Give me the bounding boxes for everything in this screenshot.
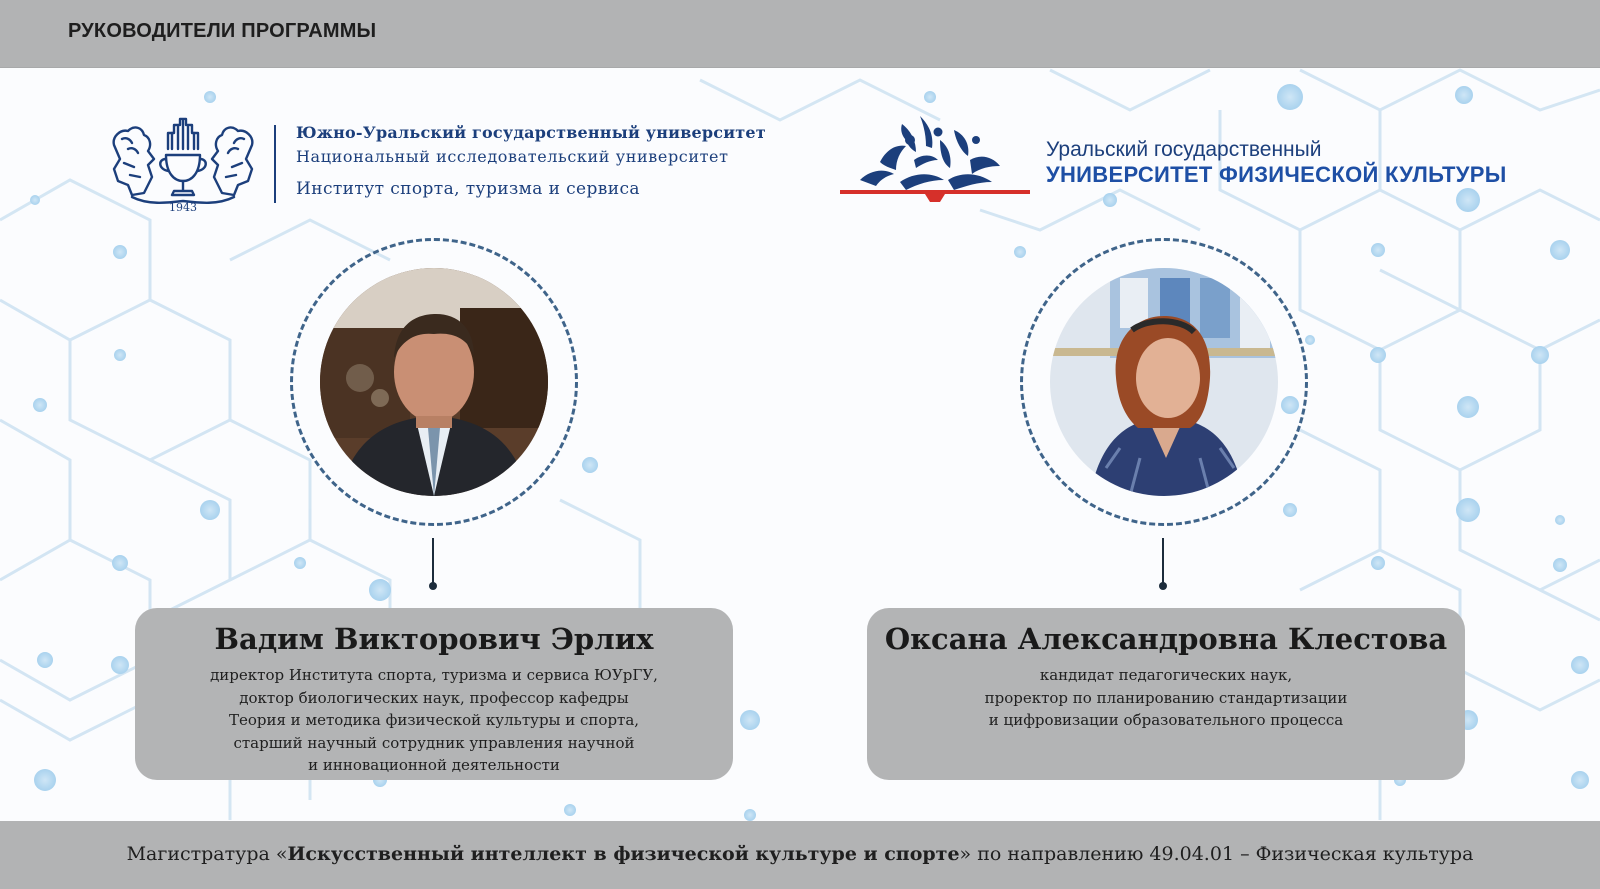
- person-1-desc-line: и инновационной деятельности: [308, 756, 560, 774]
- person-1-desc-line: доктор биологических наук, профессор кафедры: [239, 688, 629, 707]
- page-title: РУКОВОДИТЕЛИ ПРОГРАММЫ: [68, 20, 377, 42]
- susu-subtitle: Национальный исследовательский университет: [296, 147, 729, 166]
- footer-bar: [0, 821, 1600, 889]
- person-card-2: [867, 608, 1465, 780]
- susu-emblem-icon: [108, 115, 258, 215]
- connector-dot-1: [429, 582, 437, 590]
- connector-dot-2: [1159, 582, 1167, 590]
- person-description-2: [867, 664, 1465, 732]
- person-1-desc-line: директор Института спорта, туризма и сервиса ЮУрГУ,: [210, 666, 658, 684]
- person-2-desc-line: кандидат педагогических наук,: [1039, 666, 1293, 684]
- person-name-1: Вадим Викторович Эрлих: [214, 622, 654, 656]
- program-suffix: » по направлению 49.04.01 – Физическая культура: [959, 843, 1474, 865]
- susu-logo: [108, 115, 766, 215]
- program-title: Искусственный интеллект в физической культуре и спорте: [287, 843, 960, 865]
- uralfk-logo: [840, 110, 1510, 210]
- person-2-desc-line: проректор по планированию стандартизации: [984, 688, 1348, 707]
- person-1-desc-line: Теория и методика физической культуры и спорта,: [228, 711, 640, 729]
- person-1-desc-line: старший научный сотрудник управления научной: [233, 733, 635, 752]
- susu-emblem-year: 1943: [169, 201, 197, 214]
- header-bar: [0, 0, 1600, 68]
- uralfk-name-line2: УНИВЕРСИТЕТ ФИЗИЧЕСКОЙ КУЛЬТУРЫ: [1046, 162, 1507, 187]
- susu-name: Южно-Уральский государственный университет: [296, 123, 766, 142]
- uralfk-name-line1: Уральский государственный: [1046, 138, 1322, 161]
- person-card-1: [135, 608, 733, 780]
- program-caption: [0, 843, 1600, 865]
- connector-line-2: [1162, 538, 1164, 586]
- connector-line-1: [432, 538, 434, 586]
- program-prefix: Магистратура «: [126, 843, 288, 865]
- uralfk-athletes-book-icon: [840, 110, 1030, 210]
- logo-divider: [274, 125, 276, 203]
- person-description-1: [135, 664, 733, 777]
- person-name-2: Оксана Александровна Клестова: [884, 622, 1448, 656]
- portrait-photo-2: [1050, 268, 1278, 496]
- person-2-desc-line: и цифровизации образовательного процесса: [988, 711, 1344, 729]
- susu-institute: Институт спорта, туризма и сервиса: [296, 179, 640, 199]
- portrait-photo-1: [320, 268, 548, 496]
